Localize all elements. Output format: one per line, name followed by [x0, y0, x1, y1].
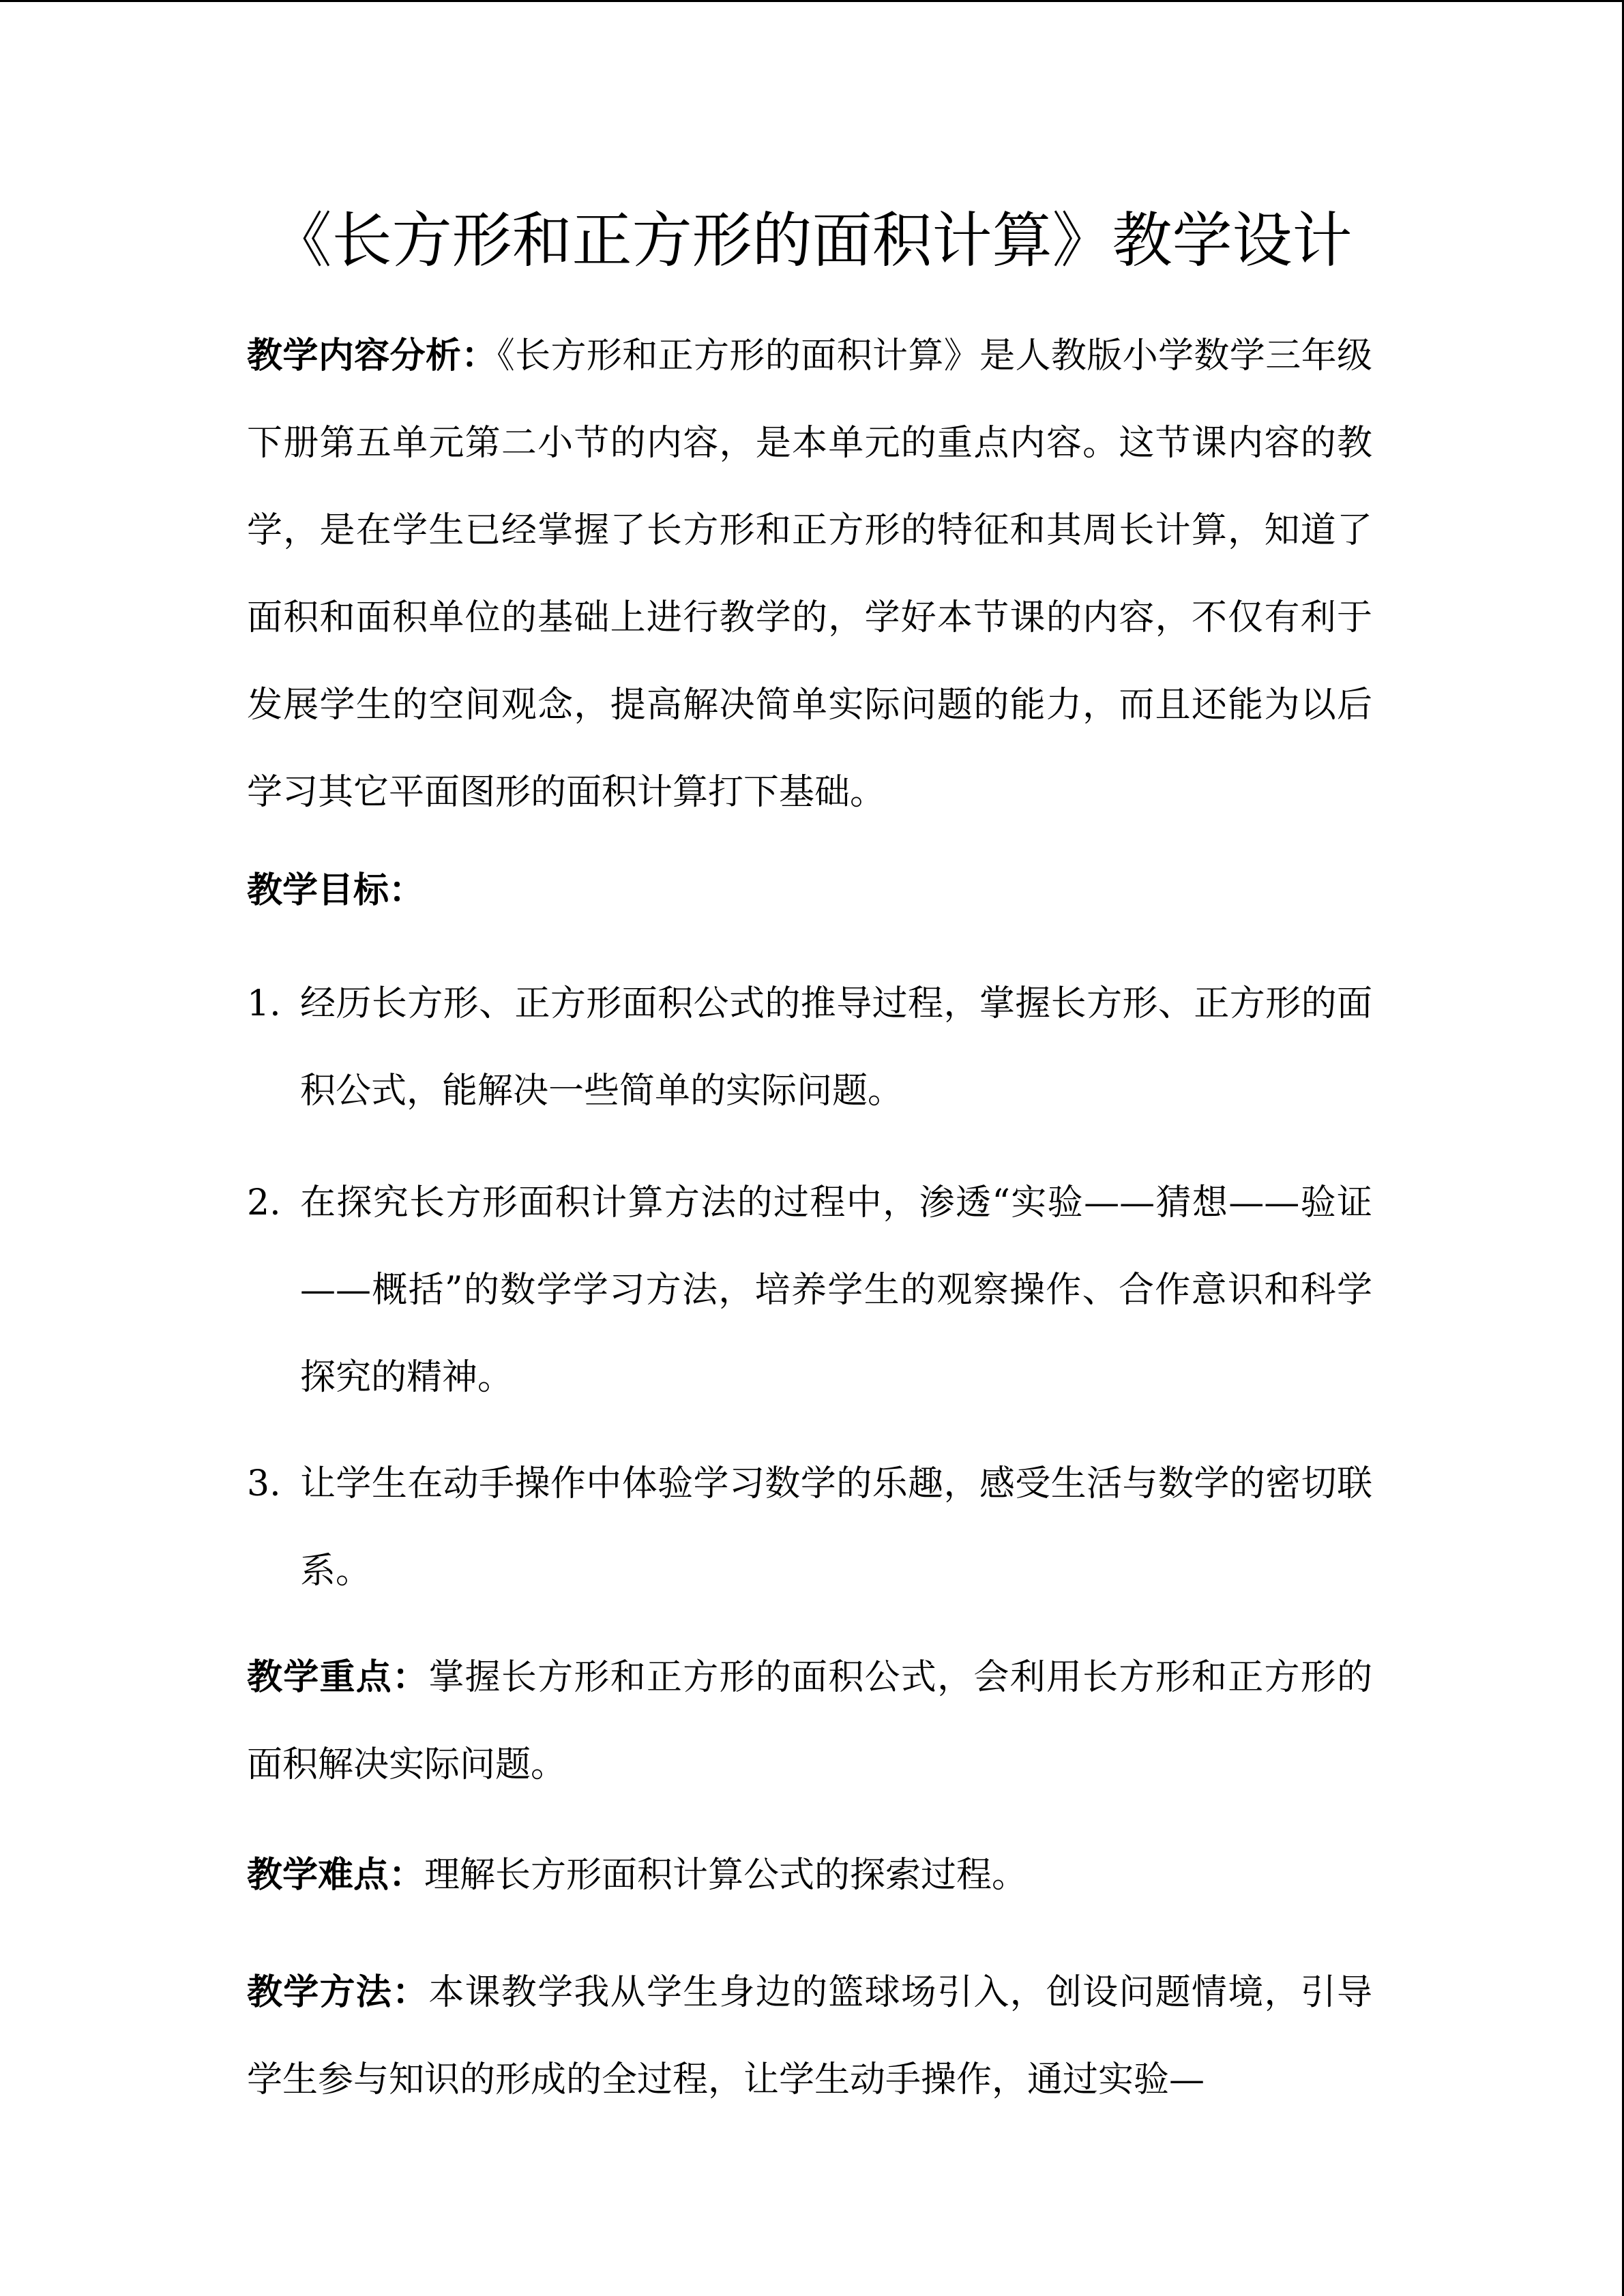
- key-point-text: 掌握长方形和正方形的面积公式，会利用长方形和正方形的面积解决实际问题。: [247, 1657, 1372, 1785]
- objective-number: 3.: [247, 1463, 281, 1504]
- objectives-heading: [247, 847, 1372, 934]
- objective-item-3: [247, 1440, 1372, 1615]
- method-text: 本课教学我从学生身边的篮球场引入，创设问题情境，引导学生参与知识的形成的全过程，让学生动手操作，通过实验—: [247, 1972, 1372, 2100]
- objective-text: 在探究长方形面积计算方法的过程中，渗透“实验——猜想——验证——概括”的数学学习方法，培养学生的观察操作、合作意识和科学探究的精神。: [300, 1182, 1372, 1398]
- difficulty-text: 理解长方形面积计算公式的探索过程。: [424, 1855, 1028, 1896]
- difficulty-label: 教学难点：: [247, 1854, 425, 1896]
- objective-number: 1.: [247, 983, 281, 1024]
- key-point-paragraph: [247, 1634, 1372, 1808]
- content-analysis-paragraph: [247, 312, 1372, 836]
- difficulty-paragraph: [247, 1832, 1372, 1919]
- objective-number: 2.: [247, 1182, 281, 1223]
- objective-item-1: [247, 960, 1372, 1135]
- objective-text: 经历长方形、正方形面积公式的推导过程，掌握长方形、正方形的面积公式，能解决一些简单的实际问题。: [300, 983, 1372, 1112]
- objective-text: 让学生在动手操作中体验学习数学的乐趣，感受生活与数学的密切联系。: [300, 1463, 1372, 1592]
- objective-item-2: [247, 1159, 1372, 1421]
- content-analysis-text: 《长方形和正方形的面积计算》是人教版小学数学三年级下册第五单元第二小节的内容，是本单元的重点内容。这节课内容的教学，是在学生已经掌握了长方形和正方形的特征和其周长计算，知道了面积和面积单位的基础上进行教学的，学好本节课的内容，不仅有利于发展学生的空间观念，提高解决简单实际问题的能力，而且还能为以后学习其它平面图形的面积计算打下基础。: [247, 336, 1372, 813]
- method-paragraph: [247, 1949, 1372, 2123]
- content-analysis-label: 教学内容分析：: [247, 335, 497, 376]
- method-label: 教学方法：: [247, 1971, 429, 2013]
- key-point-label: 教学重点：: [247, 1656, 429, 1698]
- page-top-border: [0, 0, 1624, 2]
- document-title: 《长方形和正方形的面积计算》教学设计: [271, 205, 1353, 275]
- objectives-label: 教学目标：: [247, 869, 425, 911]
